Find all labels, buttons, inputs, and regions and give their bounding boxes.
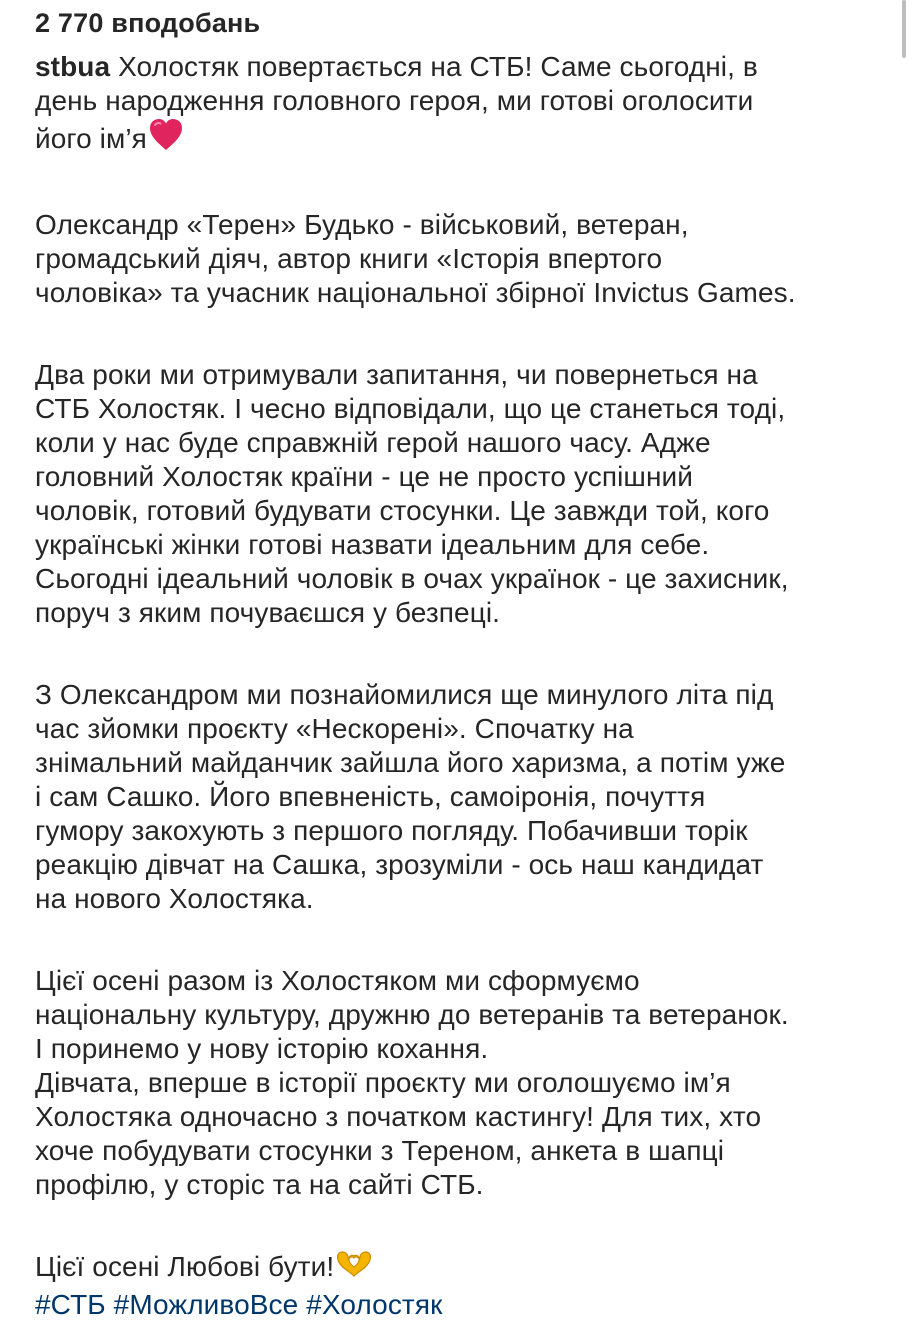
caption-line: реакцію дівчат на Сашка, зрозуміли - ось наш кандидат xyxy=(35,849,764,880)
heart-emoji-icon xyxy=(148,118,184,160)
caption-paragraph-6 xyxy=(35,1066,905,1202)
caption-line: гумору закохують з першого погляду. Побачивши торік xyxy=(35,815,748,846)
paragraph-gap xyxy=(35,630,905,678)
hashtag-list xyxy=(35,1289,442,1320)
hashtag-mozhlyvovse[interactable]: #МожливоВсе xyxy=(113,1289,299,1320)
username-link[interactable]: stbua xyxy=(35,51,111,82)
caption-line: поруч з яким почуваєшся у безпеці. xyxy=(35,597,501,628)
paragraph-gap xyxy=(35,160,905,208)
caption-line: громадський діяч, автор книги «Історія впертого xyxy=(35,243,663,274)
caption-line: чоловіка» та учасник національної збірної Invictus Games. xyxy=(35,277,796,308)
paragraph-gap xyxy=(35,916,905,964)
caption-line: день народження головного героя, ми готові оголосити xyxy=(35,85,754,116)
caption-paragraph-3 xyxy=(35,358,905,630)
caption-line: Два роки ми отримували запитання, чи повернеться на xyxy=(35,359,758,390)
heart-hands-emoji-icon xyxy=(335,1250,373,1288)
caption-line: хоче побудувати стосунки з Тереном, анкета в шапці xyxy=(35,1135,725,1166)
caption-line: СТБ Холостяк. І чесно відповідали, що це станеться тоді, xyxy=(35,393,786,424)
caption-paragraph-4 xyxy=(35,678,905,916)
caption-paragraph-5 xyxy=(35,964,905,1066)
paragraph-gap xyxy=(35,310,905,358)
caption-line: час зйомки проєкту «Нескорені». Спочатку на xyxy=(35,713,634,744)
caption-line: Холостяк повертається на СТБ! Саме сьогодні, в xyxy=(118,51,758,82)
caption-line: головний Холостяк країни - це не просто успішний xyxy=(35,461,694,492)
caption-paragraph-2 xyxy=(35,208,905,310)
caption-paragraph-7 xyxy=(35,1250,905,1322)
caption-line: українські жінки готові назвати ідеальним для себе. xyxy=(35,529,710,560)
paragraph-gap xyxy=(35,1202,905,1250)
caption-line: Сьогодні ідеальний чоловік в очах українок - це захисник, xyxy=(35,563,789,594)
caption-line: Цієї осені разом із Холостяком ми сформуємо xyxy=(35,965,640,996)
caption-line: Холостяка одночасно з початком кастингу! Для тих, хто xyxy=(35,1101,762,1132)
hashtag-stb[interactable]: #СТБ xyxy=(35,1289,106,1320)
caption-line: Олександр «Терен» Будько - військовий, ветеран, xyxy=(35,209,689,240)
caption-line: З Олександром ми познайомилися ще минулого літа під xyxy=(35,679,774,710)
likes-count[interactable]: 2 770 вподобань xyxy=(35,8,261,38)
hashtag-kholostyak[interactable]: #Холостяк xyxy=(306,1289,443,1320)
caption-line: Цієї осені Любові бути! xyxy=(35,1251,335,1282)
caption-line: коли у нас буде справжній герой нашого часу. Адже xyxy=(35,427,711,458)
caption-line: профілю, у сторіс та на сайті СТБ. xyxy=(35,1169,484,1200)
post-caption xyxy=(35,50,905,1322)
caption-line: на нового Холостяка. xyxy=(35,883,314,914)
caption-line: його ім’я xyxy=(35,123,147,154)
caption-line: Дівчата, вперше в історії проєкту ми оголошуємо ім’я xyxy=(35,1067,731,1098)
caption-line: національну культуру, дружню до ветеранів та ветеранок. xyxy=(35,999,789,1030)
caption-line: і сам Сашко. Його впевненість, самоіронія, почуття xyxy=(35,781,706,812)
caption-paragraph-1 xyxy=(35,50,905,160)
caption-line: чоловік, готовий будувати стосунки. Це завжди той, кого xyxy=(35,495,770,526)
caption-line: І поринемо у нову історію кохання. xyxy=(35,1033,489,1064)
caption-line: знімальний майданчик зайшла його харизма, а потім уже xyxy=(35,747,786,778)
